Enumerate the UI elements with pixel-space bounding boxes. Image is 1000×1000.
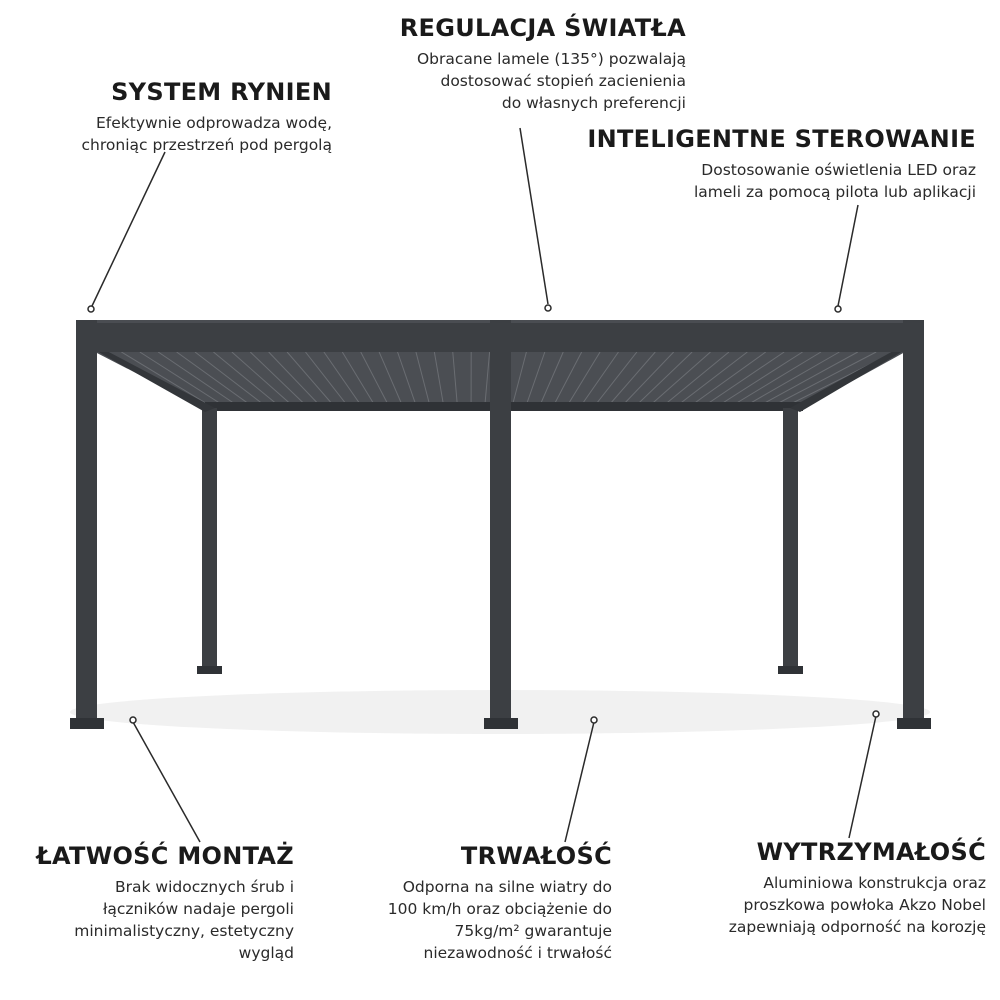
feature-gutter-system: [82, 78, 332, 156]
back-right-post-foot: [778, 666, 803, 674]
feature-description: Odporna na silne wiatry do 100 km/h oraz obciążenie do 75kg/m² gwarantuje niezawodność i trwałość: [387, 878, 612, 962]
feature-title: INTELIGENTNE STEROWANIE: [587, 125, 976, 153]
feature-description: Efektywnie odprowadza wodę, chroniąc przestrzeń pod pergolą: [81, 114, 332, 154]
feature-description: Aluminiowa konstrukcja oraz proszkowa powłoka Akzo Nobel zapewniają odporność na korozję: [728, 874, 986, 936]
marker-dot-swiatlo: [545, 305, 551, 311]
leader-line-rynny: [92, 152, 165, 306]
feature-strength: [729, 838, 986, 938]
front-left-post: [76, 320, 97, 722]
front-right-post: [903, 320, 924, 722]
feature-description: Obracane lamele (135°) pozwalają dostosować stopień zacienienia do własnych preferencji: [416, 50, 686, 112]
marker-dot-montaz: [130, 717, 136, 723]
front-center-post-foot: [484, 718, 518, 729]
feature-title: ŁATWOŚĆ MONTAŻ: [36, 842, 294, 870]
feature-easy-assembly: [36, 842, 294, 964]
leader-line-swiatlo: [520, 128, 548, 304]
leader-line-wytrzymalosc: [849, 716, 876, 838]
leader-line-montaz: [133, 722, 200, 842]
marker-dot-trwalosc: [591, 717, 597, 723]
feature-description: Dostosowanie oświetlenia LED oraz lameli za pomocą pilota lub aplikacji: [693, 161, 976, 201]
feature-title: SYSTEM RYNIEN: [111, 78, 332, 106]
feature-light-control: [400, 14, 686, 114]
front-right-post-foot: [897, 718, 931, 729]
marker-dot-sterowanie: [835, 306, 841, 312]
leader-line-trwalosc: [565, 722, 594, 842]
marker-dot-wytrzymalosc: [873, 711, 879, 717]
feature-title: REGULACJA ŚWIATŁA: [399, 14, 686, 42]
front-center-post: [490, 320, 511, 722]
feature-smart-control: [587, 125, 976, 203]
feature-durability: [388, 842, 612, 964]
feature-title: TRWAŁOŚĆ: [460, 842, 612, 870]
feature-title: WYTRZYMAŁOŚĆ: [756, 838, 986, 866]
front-left-post-foot: [70, 718, 104, 729]
marker-dot-rynny: [88, 306, 94, 312]
back-left-post-foot: [197, 666, 222, 674]
back-right-post: [783, 408, 798, 670]
back-left-post: [202, 408, 217, 670]
leader-line-sterowanie: [838, 205, 858, 306]
feature-description: Brak widocznych śrub i łączników nadaje pergoli minimalistyczny, estetyczny wygląd: [74, 878, 294, 962]
